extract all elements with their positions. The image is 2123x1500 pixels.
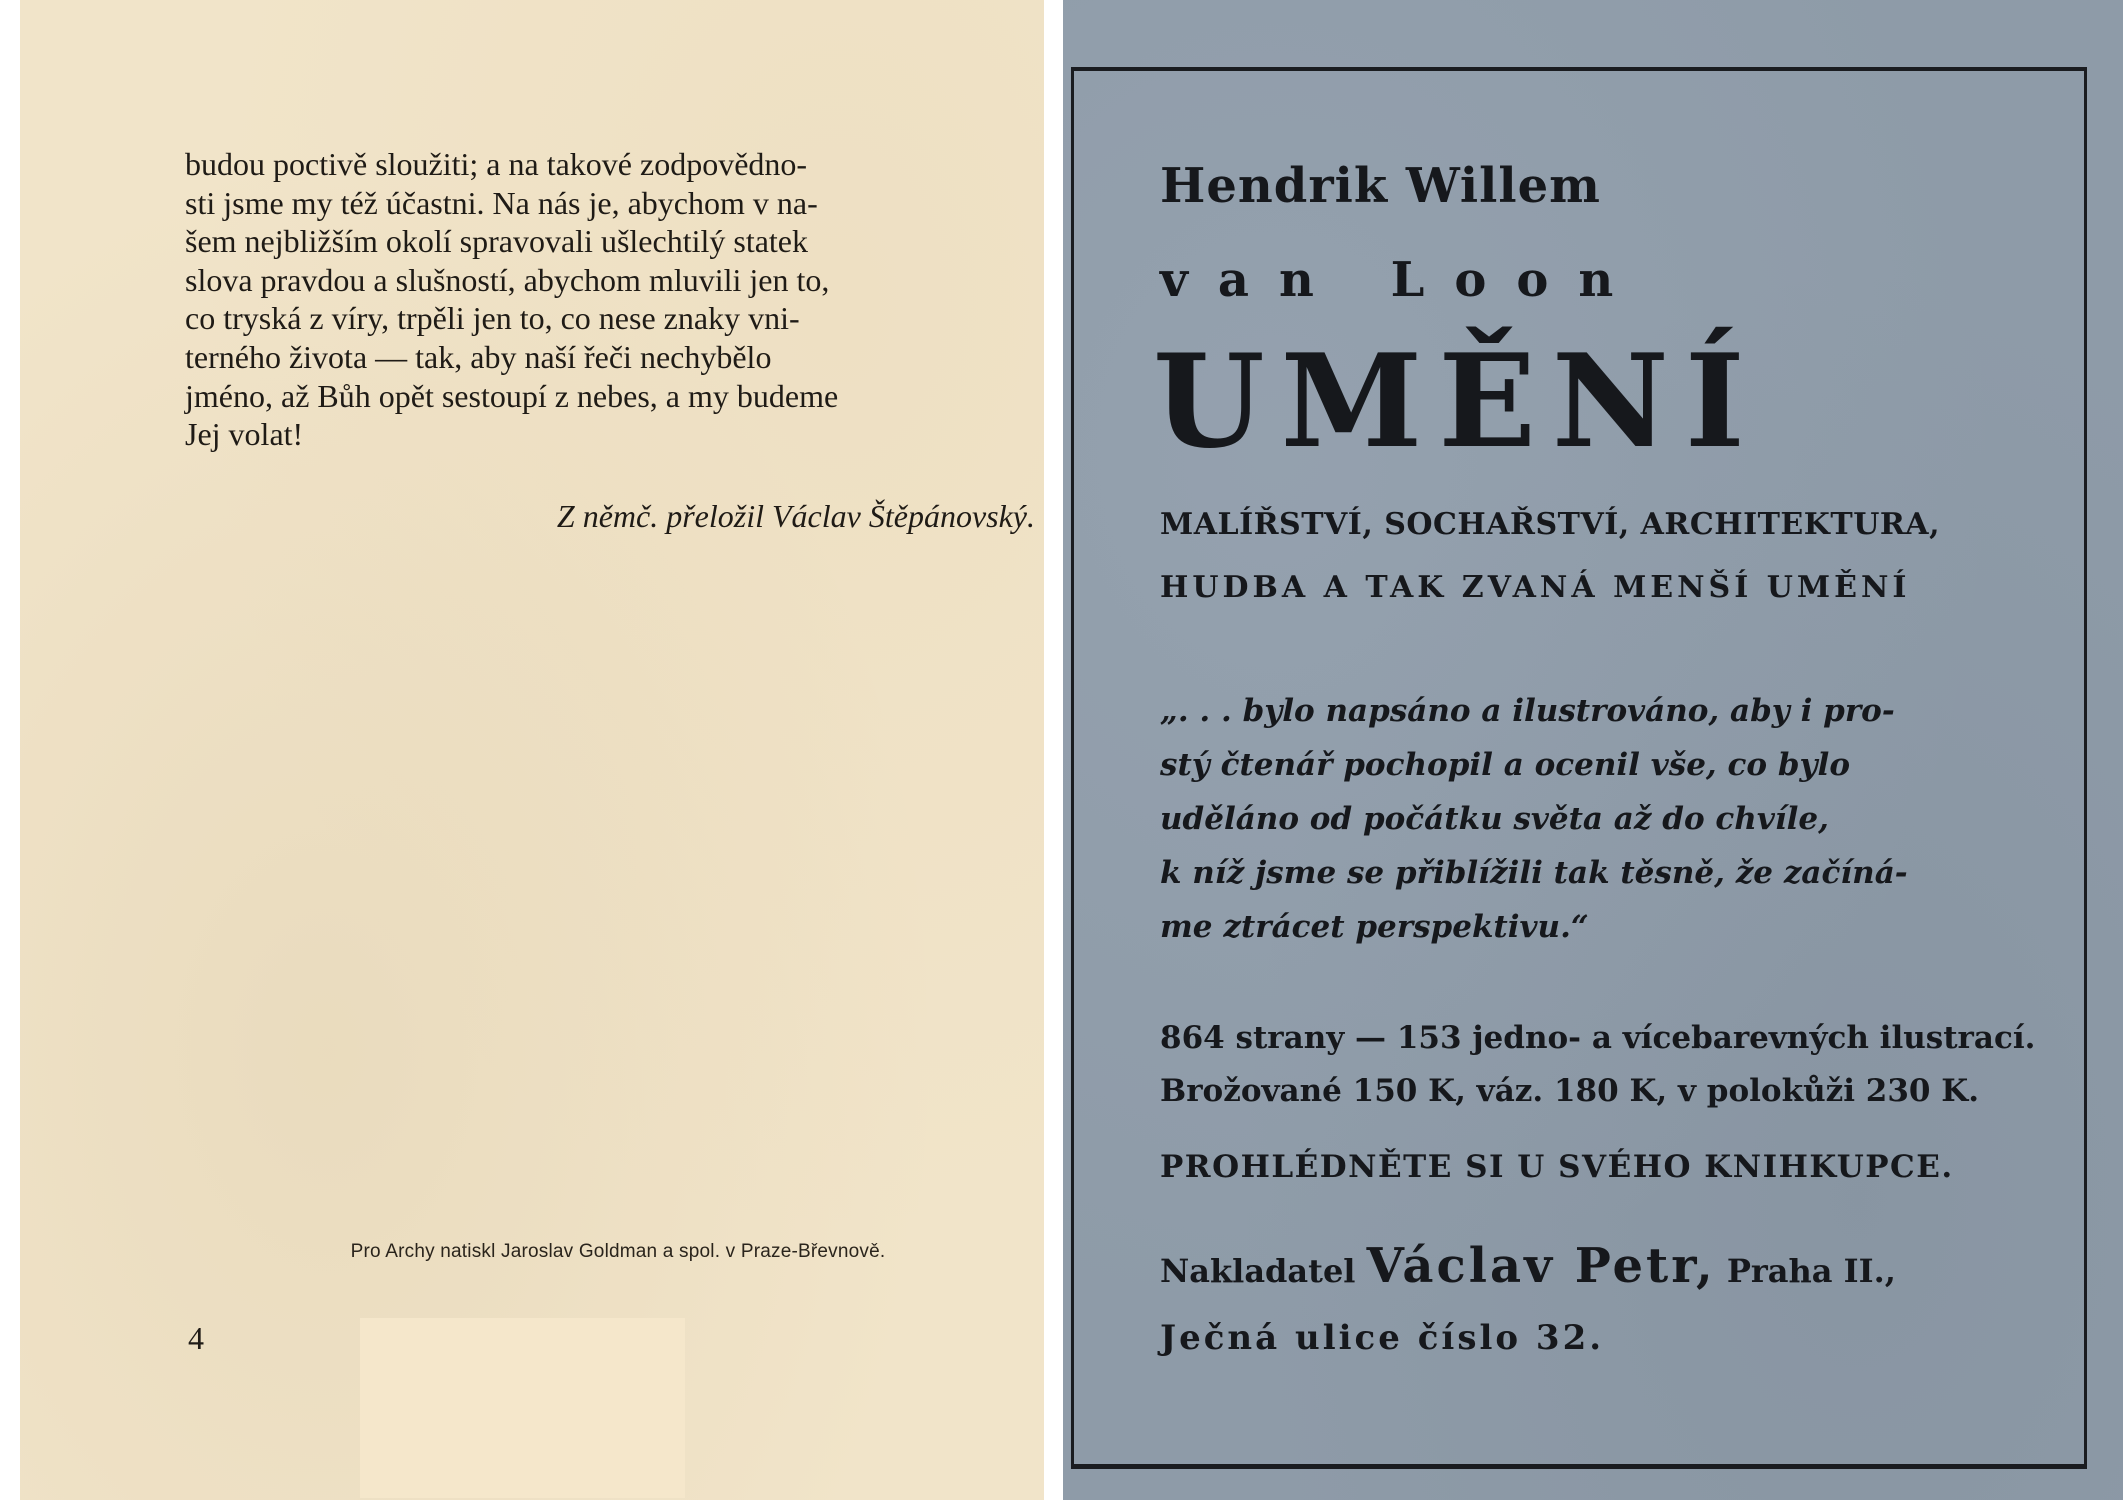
quote-line: „. . . bylo napsáno a ilustrováno, aby i pro- xyxy=(1160,693,1895,729)
publisher-city: Praha II., xyxy=(1726,1252,1896,1290)
body-line: Jej volat! xyxy=(185,416,304,453)
page-number: 4 xyxy=(188,1320,204,1356)
book-quote xyxy=(1160,684,2050,954)
author-name-line1: Hendrik Willem xyxy=(1160,158,1601,214)
quote-line: k níž jsme se přiblížili tak těsně, že začíná- xyxy=(1160,855,1908,891)
book-title: UMĚNÍ xyxy=(1153,327,1761,477)
paper-patch xyxy=(360,1318,685,1498)
publisher-address: Ječná ulice číslo 32. xyxy=(1160,1318,1605,1358)
body-line: budou poctivě sloužiti; a na takové zodpovědno- xyxy=(185,146,808,182)
publisher-prefix: Nakladatel xyxy=(1160,1252,1356,1290)
call-to-action: PROHLÉDNĚTE SI U SVÉHO KNIHKUPCE. xyxy=(1160,1149,1954,1185)
quote-line: me ztrácet perspektivu.“ xyxy=(1160,909,1589,945)
publisher-name: Václav Petr, xyxy=(1366,1238,1716,1294)
quote-line: stý čtenář pochopil a ocenil vše, co bylo xyxy=(1160,747,1851,783)
body-line: slova pravdou a slušností, abychom mluvili jen to, xyxy=(185,261,830,298)
publisher-line xyxy=(1160,1238,1896,1294)
subtitle-line2: HUDBA A TAK ZVANÁ MENŠÍ UMĚNÍ xyxy=(1160,570,1911,605)
body-line: terného života — tak, aby naší řeči nechybělo xyxy=(185,338,772,375)
body-line: sti jsme my též účastni. Na nás je, abychom v na- xyxy=(185,184,818,221)
quote-line: uděláno od počátku světa až do chvíle, xyxy=(1160,801,1829,837)
body-text xyxy=(185,145,1035,454)
translator-credit: Z němč. přeložil Václav Štěpánovský. xyxy=(556,498,1035,534)
right-page xyxy=(1063,0,2123,1500)
body-line: jméno, až Bůh opět sestoupí z nebes, a my budeme xyxy=(185,377,839,414)
subtitle-line1: MALÍŘSTVÍ, SOCHAŘSTVÍ, ARCHITEKTURA, xyxy=(1160,507,1941,542)
printer-note: Pro Archy natiskl Jaroslav Goldman a spol. v Praze-Břevnově. xyxy=(350,1241,886,1262)
left-page xyxy=(20,0,1044,1500)
body-line: co tryská z víry, trpěli jen to, co nese znaky vni- xyxy=(185,300,800,337)
book-prices: Brožované 150 K, váz. 180 K, v polokůži 230 K. xyxy=(1160,1073,1980,1109)
body-line: šem nejbližším okolí spravovali ušlechtilý statek xyxy=(185,223,808,260)
book-details-line1: 864 strany — 153 jedno- a vícebarevných ilustrací. xyxy=(1160,1020,2036,1056)
author-name-line2: van Loon xyxy=(1160,252,1644,308)
